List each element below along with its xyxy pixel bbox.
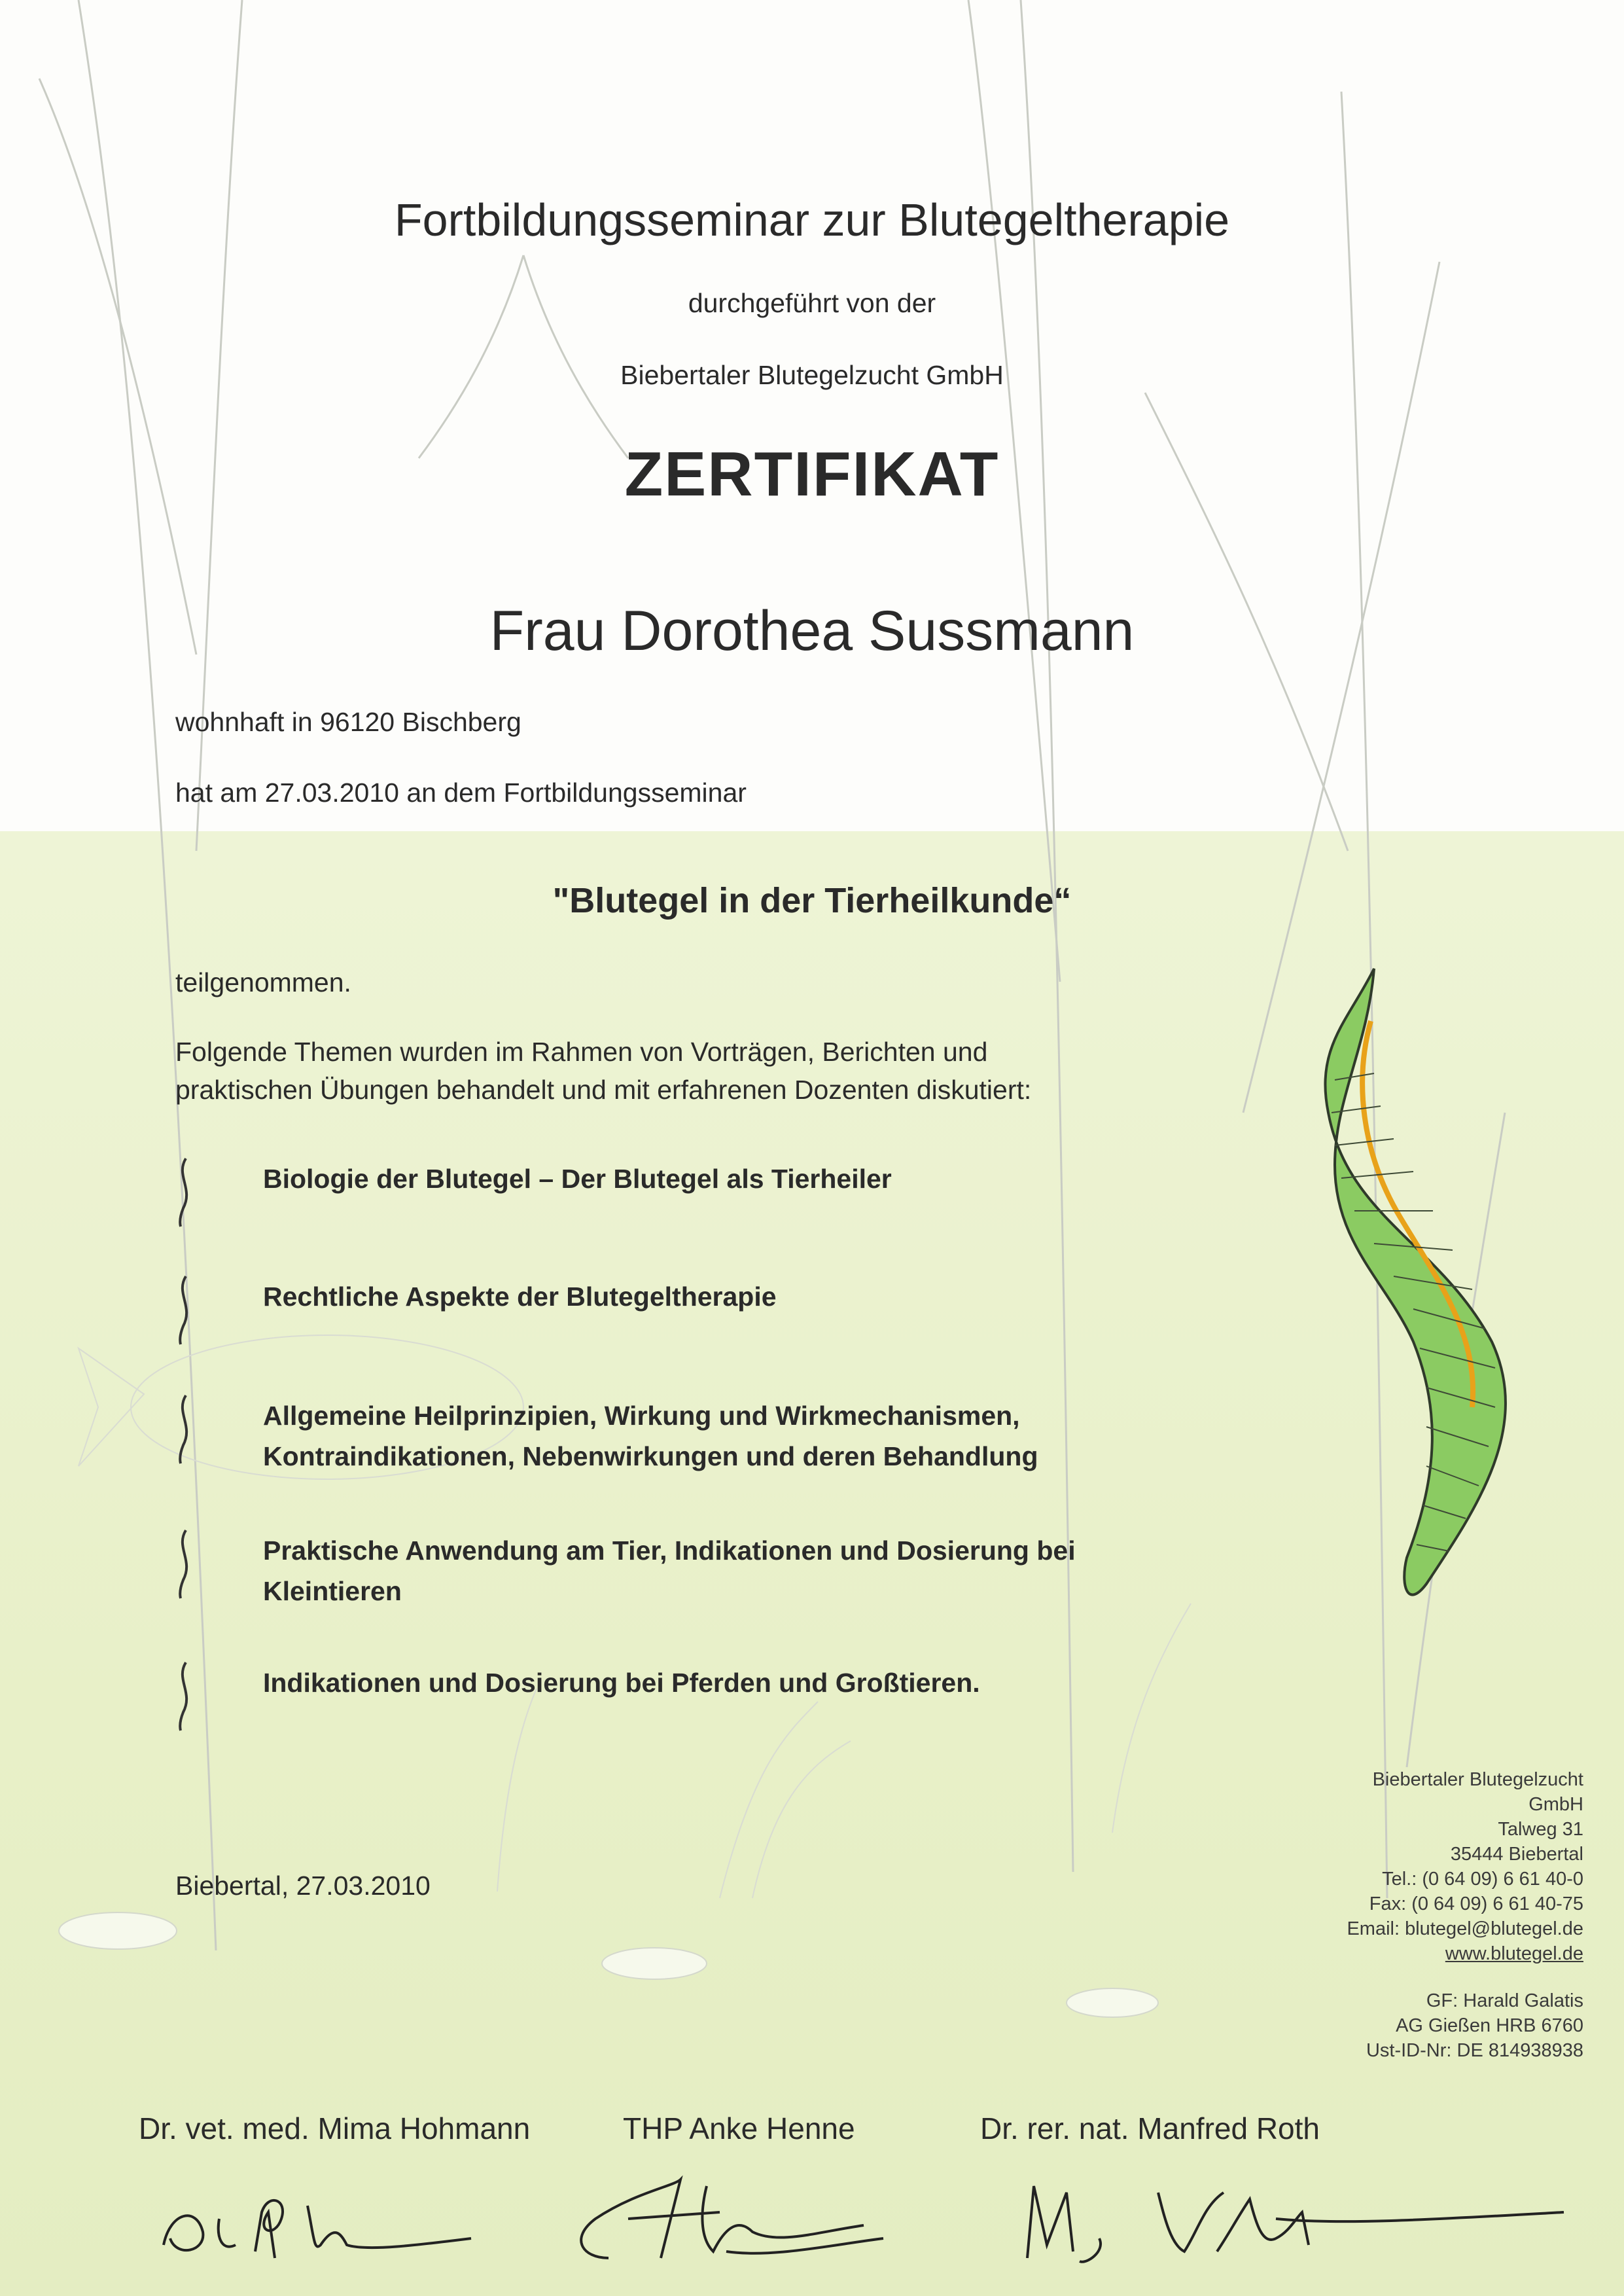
- leech-bullet-icon: [171, 1393, 198, 1465]
- recipient-name: Frau Dorothea Sussmann: [489, 600, 1135, 662]
- contact-block: [1230, 1767, 1583, 2063]
- signatory-roth: Dr. rer. nat. Manfred Roth: [980, 2111, 1320, 2145]
- topic-text: Rechtliche Aspekte der Blutegeltherapie: [263, 1282, 777, 1312]
- participated-text: teilgenommen.: [175, 967, 351, 997]
- company-line1: Biebertaler Blutegelzucht: [1372, 1769, 1583, 1790]
- signatory-henne: THP Anke Henne: [623, 2111, 855, 2145]
- certificate-heading: ZERTIFIKAT: [624, 439, 1000, 509]
- signature-henne: [556, 2160, 896, 2271]
- conducted-by-text: durchgeführt von der: [688, 288, 936, 318]
- topics-intro-line2: praktischen Übungen behandelt und mit erfahrenen Dozenten diskutiert:: [175, 1075, 1032, 1105]
- signatory-hohmann: Dr. vet. med. Mima Hohmann: [139, 2111, 531, 2145]
- topics-intro-line1: Folgende Themen wurden im Rahmen von Vorträgen, Berichten und: [175, 1037, 988, 1067]
- leech-illustration: [1325, 969, 1506, 1595]
- leech-bullet-icon: [171, 1528, 198, 1600]
- signature-hohmann: [157, 2173, 497, 2271]
- topic-text: Biologie der Blutegel – Der Blutegel als Tierheiler: [263, 1164, 892, 1194]
- fax: Fax: (0 64 09) 6 61 40-75: [1369, 1893, 1583, 1914]
- email: Email: blutegel@blutegel.de: [1347, 1918, 1583, 1939]
- company-line2: GmbH: [1528, 1794, 1583, 1815]
- topic-text: Allgemeine Heilprinzipien, Wirkung und Wirkmechanismen, Kontraindikationen, Nebenwirkungen und deren Behandlung: [263, 1401, 1038, 1471]
- leech-bullet-icon: [171, 1660, 198, 1732]
- signature-roth: [1001, 2153, 1577, 2265]
- city: 35444 Biebertal: [1450, 1844, 1583, 1865]
- vat-id: Ust-ID-Nr: DE 814938938: [1366, 2040, 1583, 2061]
- leech-bullet-icon: [171, 1156, 198, 1228]
- attendance-text: hat am 27.03.2010 an dem Fortbildungsseminar: [175, 778, 747, 808]
- managing-director: GF: Harald Galatis: [1426, 1990, 1583, 2011]
- website-link[interactable]: www.blutegel.de: [1445, 1943, 1583, 1964]
- leech-bullet-icon: [171, 1274, 198, 1346]
- organizer-name: Biebertaler Blutegelzucht GmbH: [620, 360, 1004, 390]
- telephone: Tel.: (0 64 09) 6 61 40-0: [1382, 1869, 1583, 1890]
- topic-text: Indikationen und Dosierung bei Pferden und Großtieren.: [263, 1668, 980, 1698]
- place-date: Biebertal, 27.03.2010: [175, 1871, 431, 1901]
- commercial-register: AG Gießen HRB 6760: [1396, 2015, 1583, 2036]
- residence-text: wohnhaft in 96120 Bischberg: [175, 707, 521, 737]
- topic-text: Praktische Anwendung am Tier, Indikationen und Dosierung bei Kleintieren: [263, 1535, 1076, 1606]
- seminar-heading: Fortbildungsseminar zur Blutegeltherapie: [394, 194, 1230, 245]
- street: Talweg 31: [1498, 1819, 1583, 1840]
- seminar-title: "Blutegel in der Tierheilkunde“: [552, 881, 1072, 920]
